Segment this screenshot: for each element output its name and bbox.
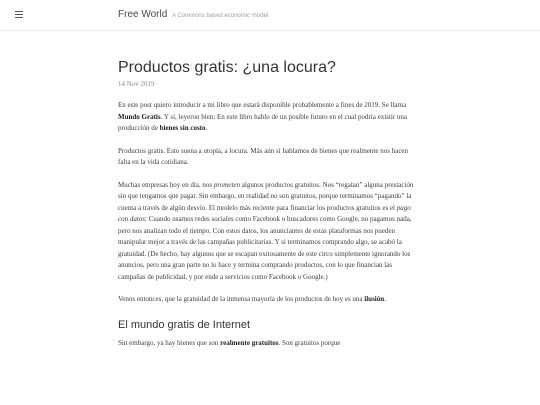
site-tagline: A Commons based economic model [172,13,269,19]
text: Muchas empresas hoy en día, nos [118,180,214,189]
bold-text: bienes sin costo [159,124,206,132]
paragraph-companies [118,180,420,284]
post-content [118,58,420,349]
paragraph-intro [118,100,420,135]
menu-line [15,11,23,12]
bold-text: realmente gratuitos [220,338,279,347]
paragraph-illusion [118,294,420,306]
italic-text: prometen [213,180,241,189]
text: Sin embargo, ya hay bienes que son [118,338,221,347]
text: Venos entonces, que la gratuidad de la inmensa mayoría de los productos de hoy es una [118,295,365,303]
bold-text: Mundo Gratis [118,112,161,121]
site-brand[interactable] [118,9,268,22]
text: . [384,295,386,303]
text: : Cuando usamos redes sociales como Facebook o buscadores como Google, no pagamos nada, pero nos analizan todo el tiempo. Con estos datos, los anunciantes de estas plataformas nos pueden manipular mejor a través de las campañas publicitarias. Y si terminamos comprando algo, se acabó la gratuidad. (De hecho, hay algunos que se escapan exitosamente de este circo simplemente ignorando los anuncios, pero una gran parte no lo hace y termina comprando productos, con lo que financian las campañas de publicidad, y por ende a servicios como Facebook o Google.) [118,215,412,281]
top-navigation-bar [0,0,540,31]
menu-line [15,14,23,15]
text: . [205,124,208,132]
post-date: 14 Nov 2019 [118,80,155,88]
italic-text: pago con datos [118,203,411,223]
hamburger-menu-icon[interactable] [15,11,23,18]
site-title[interactable]: Free World [118,9,168,20]
post-title: Productos gratis: ¿una locura? [118,59,336,76]
section-heading: El mundo gratis de Internet [118,318,251,331]
menu-line [15,17,23,18]
text: . Y sí, leyeron bien: En este libro hablo de un posible futuro en el cual podría existir una producción de [118,112,407,132]
text: . Son gratuitos porque [278,338,341,347]
text: En este post quiero introducir a mi libro que estará disponible probablemente a fines de 2019. Se llama [118,101,407,109]
text: algunos productos gratuitos. Nos “regalan” alguna prestación sin que tengamos que pagar. Sin embargo, en realidad no son gratuitos, porque terminamos “pagando” la cuenta a través de algún desvío. El modelo más reciente para financiar los productos gratuitos es el [118,180,414,212]
bold-text: ilusión [364,295,385,303]
paragraph-internet [118,338,420,350]
paragraph-utopia: Productos gratis. Esto suena a utopía, a locura. Más aún si hablamos de bienes que realmente nos hacen falta en la vida cotidiana. [118,146,409,166]
